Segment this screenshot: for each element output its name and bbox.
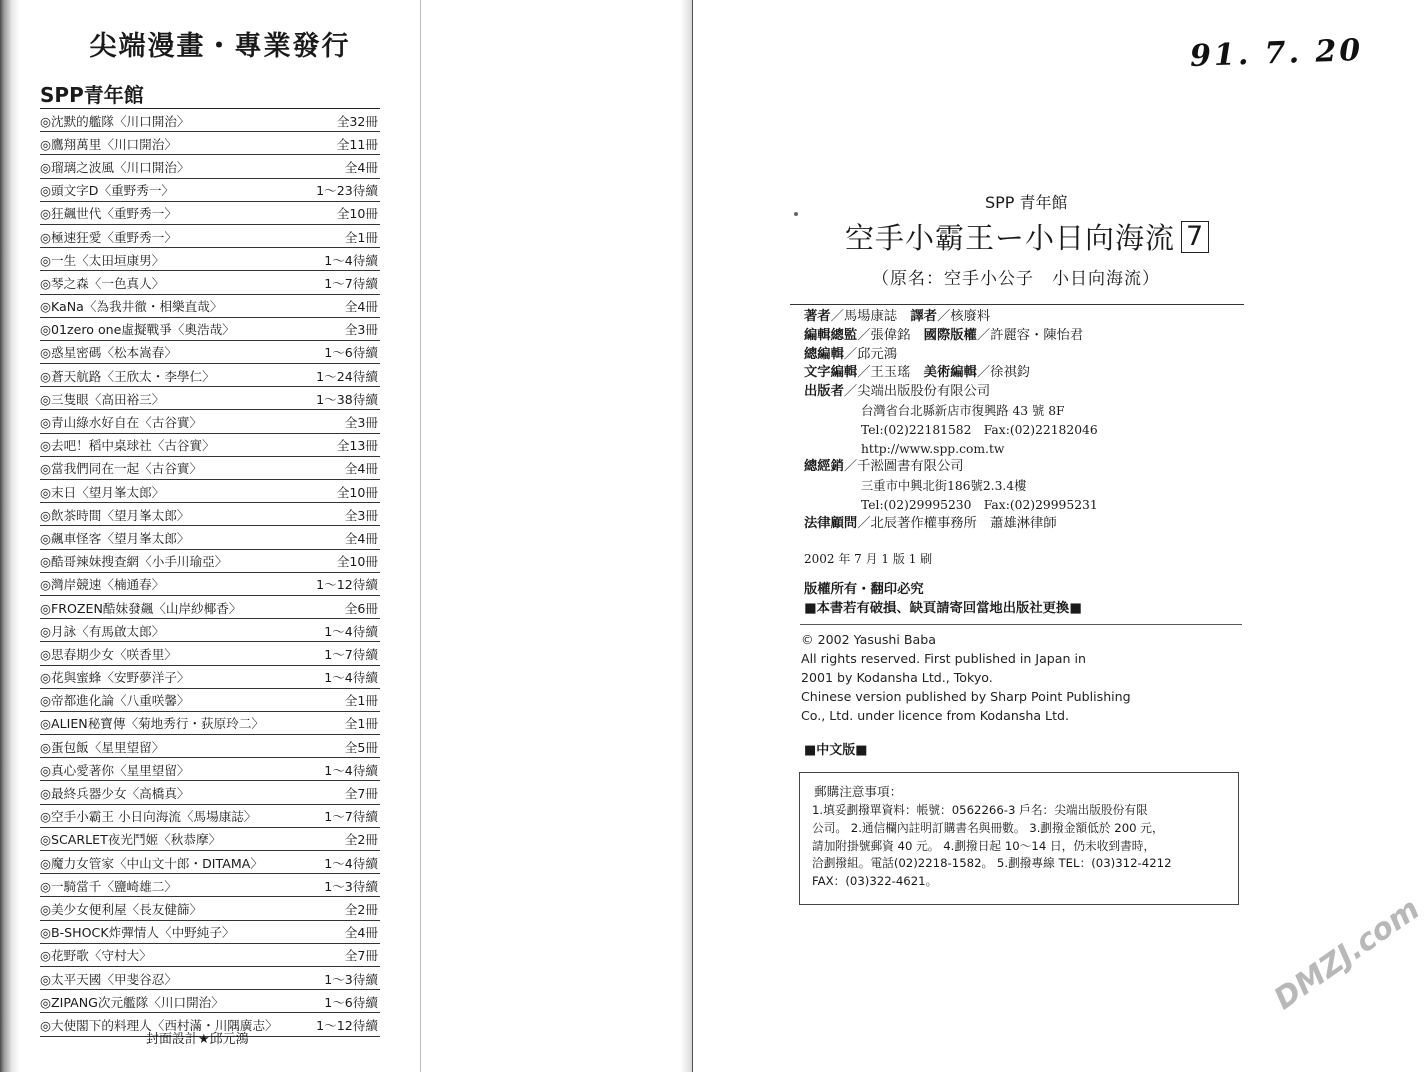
credits-block	[804, 308, 1098, 534]
credit-label: 總經銷	[804, 459, 844, 475]
credit-value: ／張偉銘	[857, 327, 924, 343]
catalog-title: ◎月詠〈有馬啟太郎〉	[40, 623, 165, 639]
scan-edge-shadow	[0, 0, 20, 1072]
catalog-volumes: 全2冊	[344, 901, 378, 917]
catalog-title: ◎灣岸競速〈楠通春〉	[40, 577, 165, 593]
catalog-title: ◎魔力女管家〈中山文十郎・DITAMA〉	[40, 855, 263, 871]
english-copyright	[801, 630, 1131, 725]
catalog-volumes: 全4冊	[344, 461, 378, 477]
book-title	[845, 216, 1209, 257]
catalog-title: ◎蒼天航路〈王欣太・李學仁〉	[40, 368, 215, 384]
credit-value: ／王玉瑤	[857, 365, 924, 381]
notice-line: 請加附掛號郵資 40 元。 4.劃撥日起 10～14 日，仍未收到書時，	[812, 838, 1156, 853]
catalog-title: ◎鷹翔萬里〈川口開治〉	[40, 136, 177, 152]
catalog-volumes: 1～4待續	[324, 855, 378, 871]
catalog-row	[40, 155, 380, 178]
blank-page	[420, 0, 693, 1072]
notice-title: 郵購注意事項：	[814, 784, 903, 799]
catalog-volumes: 1～4待續	[324, 670, 378, 686]
catalog-row	[40, 967, 380, 990]
credit-label: 譯者	[910, 309, 937, 324]
credit-label: 文字編輯	[804, 365, 858, 381]
catalog-volumes: 1～7待續	[324, 646, 378, 662]
catalog-volumes: 全5冊	[344, 739, 378, 755]
catalog-volumes: 全4冊	[344, 925, 378, 941]
catalog-volumes: 1～3待續	[324, 971, 378, 987]
catalog-row	[40, 550, 380, 573]
catalog-volumes: 1～6待續	[324, 994, 378, 1010]
catalog-row	[40, 341, 380, 364]
catalog-row	[40, 132, 380, 155]
cover-credit: 封面設計★邱元鴻	[146, 1032, 249, 1047]
credit-label: 編輯總監	[804, 327, 858, 343]
catalog-title: ◎真心愛著你〈星里望留〉	[40, 762, 190, 778]
english-line: 2001 by Kodansha Ltd., Tokyo.	[801, 670, 993, 685]
catalog-title: ◎花與蜜蜂〈安野夢洋子〉	[40, 670, 190, 686]
credit-value: ／邱元鴻	[843, 346, 898, 362]
catalog-title: ◎ZIPANG次元艦隊〈川口開治〉	[40, 994, 224, 1010]
catalog-volumes: 全1冊	[344, 229, 378, 245]
catalog-row	[40, 642, 380, 665]
catalog-title: ◎蛋包飯〈星里望留〉	[40, 739, 165, 755]
catalog-volumes: 全1冊	[344, 693, 378, 709]
catalog-volumes: 全32冊	[336, 113, 378, 129]
catalog-row	[40, 109, 380, 132]
catalog-row	[40, 781, 380, 804]
catalog-row	[40, 271, 380, 294]
catalog-title: ◎ALIEN秘寶傳〈菊地秀行・荻原玲二〉	[40, 716, 265, 732]
catalog-title: ◎瑠璃之波風〈川口開治〉	[40, 159, 190, 175]
catalog-title: ◎FROZEN酷妹發飆〈山岸紗椰香〉	[40, 600, 242, 616]
english-line: All rights reserved. First published in Japan in	[801, 651, 1086, 666]
series-heading: 尖端漫畫・專業發行	[89, 31, 351, 62]
publisher-url: http://www.spp.com.tw	[861, 441, 1005, 456]
catalog-title: ◎KaNa〈為我井徹・相樂直哉〉	[40, 299, 223, 315]
volume-number: 7	[1181, 221, 1209, 253]
credit-label: 出版者	[804, 384, 844, 400]
catalog-title: ◎末日〈望月峯太郎〉	[40, 484, 165, 500]
catalog-volumes: 全4冊	[344, 530, 378, 546]
catalog-title: ◎頭文字D〈重野秀一〉	[40, 183, 175, 199]
catalog-volumes: 1～4待續	[324, 252, 378, 268]
catalog-title: ◎帝都進化論〈八重咲馨〉	[40, 693, 190, 709]
right-page	[692, 0, 1383, 1072]
catalog-title: ◎狂飆世代〈重野秀一〉	[40, 206, 177, 222]
distributor-phone: Tel:(02)29995230 Fax:(02)29995231	[861, 497, 1098, 512]
date-stamp: 91. 7. 20	[1189, 32, 1364, 75]
catalog-row	[40, 758, 380, 781]
catalog-volumes: 全6冊	[344, 600, 378, 616]
original-name: （原名：空手小公子 小日向海流）	[872, 269, 1160, 289]
credit-value: ／許麗容・陳怡君	[976, 327, 1084, 343]
catalog-row	[40, 434, 380, 457]
credit-value: ／北辰著作權事務所 蕭雄淋律師	[857, 515, 1057, 531]
catalog-title: ◎最終兵器少女〈高橋真〉	[40, 786, 190, 802]
credit-line-editor	[804, 327, 1098, 346]
catalog-row	[40, 666, 380, 689]
catalog-row	[40, 805, 380, 828]
publisher-phone: Tel:(02)22181582 Fax:(02)22182046	[861, 422, 1098, 437]
catalog-volumes: 全4冊	[344, 299, 378, 315]
catalog-volumes: 1～7待續	[324, 809, 378, 825]
title-text: 空手小霸王ー小日向海流	[845, 221, 1176, 255]
mail-order-notice	[799, 772, 1239, 905]
catalog-row	[40, 248, 380, 271]
catalog-title: ◎一騎當千〈鹽崎雄二〉	[40, 878, 177, 894]
credit-line-author	[804, 308, 1098, 327]
catalog-list	[40, 108, 380, 1037]
credit-value: ／千淞圖書有限公司	[843, 459, 964, 475]
catalog-title: ◎B-SHOCK炸彈情人〈中野純子〉	[40, 925, 235, 941]
catalog-title: ◎酷哥辣妹搜查網〈小手川瑜亞〉	[40, 554, 228, 570]
publisher-address: 台灣省台北縣新店市復興路 43 號 8F	[861, 403, 1065, 418]
credit-label: 法律顧問	[804, 515, 858, 531]
credit-line-distributor	[804, 458, 1098, 477]
english-line: Chinese version published by Sharp Point Publishing	[801, 689, 1131, 704]
catalog-row	[40, 179, 380, 202]
catalog-row	[40, 202, 380, 225]
edition-line: 2002 年 7 月 1 版 1 刷	[804, 552, 933, 566]
credit-label: 總編輯	[804, 346, 844, 362]
catalog-title: ◎飲茶時間〈望月峯太郎〉	[40, 507, 190, 523]
catalog-title: ◎一生〈太田垣康男〉	[40, 252, 165, 268]
ink-dot	[794, 212, 798, 216]
catalog-row	[40, 364, 380, 387]
credit-line-chief-editor	[804, 346, 1098, 365]
catalog-volumes: 1～6待續	[324, 345, 378, 361]
catalog-volumes: 1～3待續	[324, 878, 378, 894]
catalog-volumes: 1～23待續	[316, 183, 378, 199]
catalog-title: ◎琴之森〈一色真人〉	[40, 275, 165, 291]
catalog-row	[40, 457, 380, 480]
catalog-volumes: 全3冊	[344, 415, 378, 431]
catalog-title: ◎當我們同在一起〈古谷實〉	[40, 461, 203, 477]
credit-label: 美術編輯	[923, 365, 977, 381]
rights-line: 版權所有・翻印必究	[804, 582, 924, 597]
catalog-row	[40, 990, 380, 1013]
catalog-title: ◎美少女便利屋〈長友健篩〉	[40, 901, 203, 917]
catalog-row	[40, 735, 380, 758]
catalog-row	[40, 573, 380, 596]
credit-value: ／馬場康誌	[830, 309, 911, 324]
catalog-volumes: 全10冊	[336, 554, 378, 570]
credit-label: 著者	[804, 309, 831, 324]
credit-label: 國際版權	[923, 327, 977, 343]
catalog-volumes: 全1冊	[344, 716, 378, 732]
catalog-volumes: 1～24待續	[316, 368, 378, 384]
catalog-row	[40, 480, 380, 503]
catalog-row	[40, 851, 380, 874]
distributor-address: 三重市中興北街186號2.3.4樓	[861, 479, 1027, 494]
catalog-row	[40, 689, 380, 712]
english-line: © 2002 Yasushi Baba	[801, 632, 936, 647]
catalog-row	[40, 387, 380, 410]
english-line: Co., Ltd. under licence from Kodansha Ltd.	[801, 708, 1070, 723]
catalog-volumes: 1～7待續	[324, 275, 378, 291]
chinese-edition-label: ■中文版■	[804, 743, 868, 758]
catalog-title: ◎沈默的艦隊〈川口開治〉	[40, 113, 190, 129]
catalog-volumes: 全10冊	[336, 484, 378, 500]
credit-value: ／徐祺鈞	[976, 365, 1031, 381]
catalog-title: ◎青山綠水好自在〈古谷實〉	[40, 415, 203, 431]
catalog-volumes: 1～12待續	[316, 577, 378, 593]
notice-line: FAX：(03)322-4621。	[812, 874, 938, 889]
catalog-volumes: 1～38待續	[316, 391, 378, 407]
imprint-label: SPP 青年館	[985, 193, 1068, 212]
catalog-title: ◎惑星密碼〈松本嵩春〉	[40, 345, 177, 361]
notice-line: 洽劃撥組。電話(02)2218-1582。 5.劃撥專線 TEL：(03)312-4212	[812, 856, 1172, 871]
catalog-volumes: 全11冊	[336, 136, 378, 152]
catalog-title: ◎極速狂愛〈重野秀一〉	[40, 229, 177, 245]
catalog-volumes: 1～4待續	[324, 623, 378, 639]
catalog-volumes: 全10冊	[336, 206, 378, 222]
catalog-row	[40, 318, 380, 341]
catalog-title: ◎01zero one虛擬戰爭〈奧浩哉〉	[40, 322, 235, 338]
catalog-row	[40, 874, 380, 897]
divider	[800, 624, 1242, 625]
catalog-row	[40, 921, 380, 944]
catalog-row	[40, 410, 380, 433]
catalog-volumes: 全2冊	[344, 832, 378, 848]
catalog-title: ◎太平天國〈甲斐谷忍〉	[40, 971, 177, 987]
credit-value: ／尖端出版股份有限公司	[843, 384, 991, 400]
catalog-volumes: 全13冊	[336, 438, 378, 454]
divider	[790, 304, 1244, 305]
catalog-row	[40, 295, 380, 318]
catalog-volumes: 1～4待續	[324, 762, 378, 778]
catalog-volumes: 全4冊	[344, 159, 378, 175]
credit-value: ／核廢料	[936, 309, 991, 324]
catalog-title: ◎思春期少女〈咲香里〉	[40, 646, 177, 662]
catalog-title: ◎空手小霸王 小日向海流〈馬場康誌〉	[40, 809, 257, 825]
catalog-row	[40, 897, 380, 920]
credit-line-publisher	[804, 383, 1098, 402]
catalog-row	[40, 596, 380, 619]
notice-line: 公司。 2.通信欄內註明訂購書名與冊數。 3.劃撥金額低於 200 元，	[812, 820, 1164, 835]
catalog-volumes: 全7冊	[344, 948, 378, 964]
catalog-title: ◎大使閣下的料理人〈西村滿・川隅廣志〉	[40, 1017, 278, 1033]
catalog-title: ◎飆車怪客〈望月峯太郎〉	[40, 530, 190, 546]
catalog-volumes: 全3冊	[344, 322, 378, 338]
catalog-row	[40, 225, 380, 248]
catalog-row	[40, 526, 380, 549]
catalog-title: ◎花野歌〈守村大〉	[40, 948, 152, 964]
catalog-volumes: 全3冊	[344, 507, 378, 523]
catalog-row	[40, 712, 380, 735]
catalog-row	[40, 944, 380, 967]
catalog-volumes: 全7冊	[344, 786, 378, 802]
replacement-line: ■本書若有破損、缺頁請寄回當地出版社更換■	[804, 601, 1082, 616]
catalog-row	[40, 828, 380, 851]
notice-line: 1.填妥劃撥單資料：帳號：0562266-3 戶名：尖端出版股份有限	[812, 803, 1148, 817]
credit-line-text-editor	[804, 364, 1098, 383]
credit-line-legal	[804, 515, 1098, 534]
catalog-row	[40, 619, 380, 642]
catalog-title: ◎去吧！稻中桌球社〈古谷實〉	[40, 438, 215, 454]
notice-body	[812, 802, 1230, 891]
site-watermark: DMZJ.com	[1267, 891, 1426, 1017]
catalog-volumes: 1～12待續	[316, 1017, 378, 1033]
catalog-title: ◎SCARLET夜光鬥姬〈秋恭摩〉	[40, 832, 222, 848]
catalog-row	[40, 503, 380, 526]
catalog-title: ◎三隻眼〈高田裕三〉	[40, 391, 165, 407]
imprint-heading: SPP青年館	[40, 83, 144, 107]
rights-block	[804, 580, 1082, 618]
